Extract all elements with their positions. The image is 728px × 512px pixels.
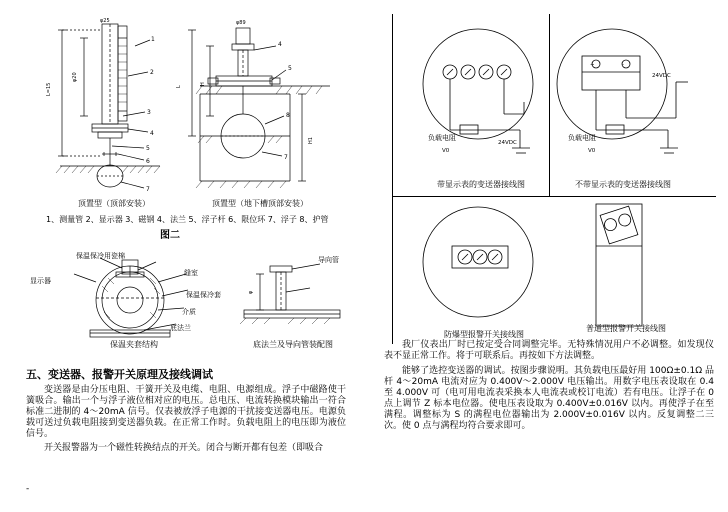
- svg-text:4: 4: [278, 41, 282, 48]
- svg-text:2: 2: [150, 69, 154, 76]
- svg-text:1: 1: [151, 36, 155, 43]
- figure-two-panel: [40, 16, 350, 241]
- label-load-resistor-2: 负载电阻: [568, 134, 596, 142]
- label-seam-chamber: 缝室: [184, 269, 198, 277]
- svg-text:5: 5: [146, 145, 150, 152]
- section-paragraph-2: 开关报警器为一个磁性转换结点的开关。闭合与断开都有包差（即吸合: [44, 443, 324, 453]
- svg-text:L: L: [176, 85, 182, 88]
- section-paragraph-1: 变送器是由分压电阻、干簧开关及电缆、电阻、电源组成。浮子中磁路使干簧吸合。输出一个与浮子液位相对应的电压。总电压、电流转换模块输出一符合标准二进制的 4～20mA 信号。仅表被放浮子电源的干扰接变送器电压。电源负载可送过负载电阻接到变送器负载。在正常工作时。负载电阻上的电压即为液位信号。: [26, 385, 346, 439]
- svg-text:7: 7: [146, 186, 150, 193]
- svg-text:φ20: φ20: [72, 72, 78, 82]
- figure-right-caption: 顶置型（地下槽顶部安装）: [212, 199, 308, 208]
- page-footer-mark: -: [26, 484, 30, 494]
- wiring-diagram-2-caption: 不带显示表的变送器接线图: [575, 180, 671, 189]
- figure-left-caption: 顶置型（顶部安装）: [78, 199, 150, 208]
- section-five: [26, 368, 346, 454]
- svg-text:φ25: φ25: [100, 18, 110, 24]
- divider-vertical-2: [549, 14, 550, 196]
- svg-text:H: H: [200, 82, 206, 86]
- right-paragraph-2: 我厂仪表出厂时已按定受合同调整完毕。无特殊情况用户不必调整。如发现仪表不显正常工作。将于可联系后。再按如下方法调整。: [384, 340, 714, 361]
- svg-text:+: +: [590, 62, 595, 68]
- label-guide-tube: 导向管: [318, 256, 339, 264]
- wiring-diagram-1: [420, 22, 540, 202]
- svg-text:5: 5: [288, 65, 292, 72]
- caption-jacket-structure: 保温夹套结构: [110, 340, 158, 349]
- svg-text:V0: V0: [442, 148, 450, 154]
- divider-horizontal: [392, 196, 716, 197]
- wiring-diagram-3-caption: 防爆型报警开关接线图: [444, 330, 524, 339]
- caption-bottom-flange-assembly: 底法兰及导向管装配图: [253, 340, 333, 349]
- divider-vertical: [392, 14, 393, 344]
- wiring-diagram-3: [410, 206, 550, 339]
- label-load-resistor-1: 负载电阻: [428, 134, 456, 142]
- wiring-diagram-4: [556, 200, 696, 336]
- svg-text:6: 6: [146, 158, 150, 165]
- wiring-diagram-2: [556, 22, 696, 202]
- label-insulation-jacket: 保温保冷套: [186, 291, 221, 299]
- figure-label: 图二: [160, 230, 180, 241]
- svg-text:φ: φ: [248, 290, 254, 294]
- right-paragraph-1: 能够了选控变送器的调试。按图步骤说明。其负载电压最好用 100Ω±0.1Ω 品杆 4～20mA 电流对应为 0.400V～2.000V 电压输出。用数字电压表设取在 0.4 至 4.000V 可（电可用电流表采换本人电流表或校订电流）若有电压。让浮子在 0 点上调节 Z 标本电位器。使电压表设取为 0.400V±0.016V 以内。再使浮子在至满程。调整标为 S 的满程电位器输出为 2.000V±0.016V 以内。反复调整二三次。使 0 点与满程均符合要求即可。: [384, 366, 714, 431]
- svg-text:φ89: φ89: [236, 20, 246, 26]
- svg-text:V0: V0: [588, 148, 596, 154]
- section-heading: 五、变送器、报警开关原理及接线调试: [26, 368, 213, 381]
- svg-text:24VDC: 24VDC: [498, 140, 517, 146]
- figure-legend: 1、测量管 2、显示器 3、磁钢 4、法兰 5、浮子杆 6、限位环 7、浮子 8、护管: [46, 215, 329, 224]
- svg-text:8: 8: [286, 112, 290, 119]
- svg-text:L=15: L=15: [46, 82, 52, 96]
- label-medium: 介质: [182, 308, 196, 316]
- svg-text:H1: H1: [308, 137, 314, 144]
- svg-text:3: 3: [147, 109, 151, 116]
- wiring-diagram-4-caption: 普通型报警开关接线图: [586, 324, 666, 333]
- label-display: 显示器: [30, 277, 51, 285]
- svg-text:4: 4: [150, 130, 154, 137]
- wiring-diagram-1-caption: 带显示表的变送器接线图: [437, 180, 525, 189]
- label-insulation-wool: 保温保冷用瓷棉: [76, 252, 125, 260]
- svg-text:7: 7: [284, 154, 288, 161]
- svg-text:-: -: [622, 62, 624, 68]
- insulation-figure-panel: [30, 252, 360, 347]
- right-text-block: [384, 340, 714, 432]
- svg-text:24VDC: 24VDC: [652, 73, 671, 79]
- label-bottom-flange: 底法兰: [170, 324, 191, 332]
